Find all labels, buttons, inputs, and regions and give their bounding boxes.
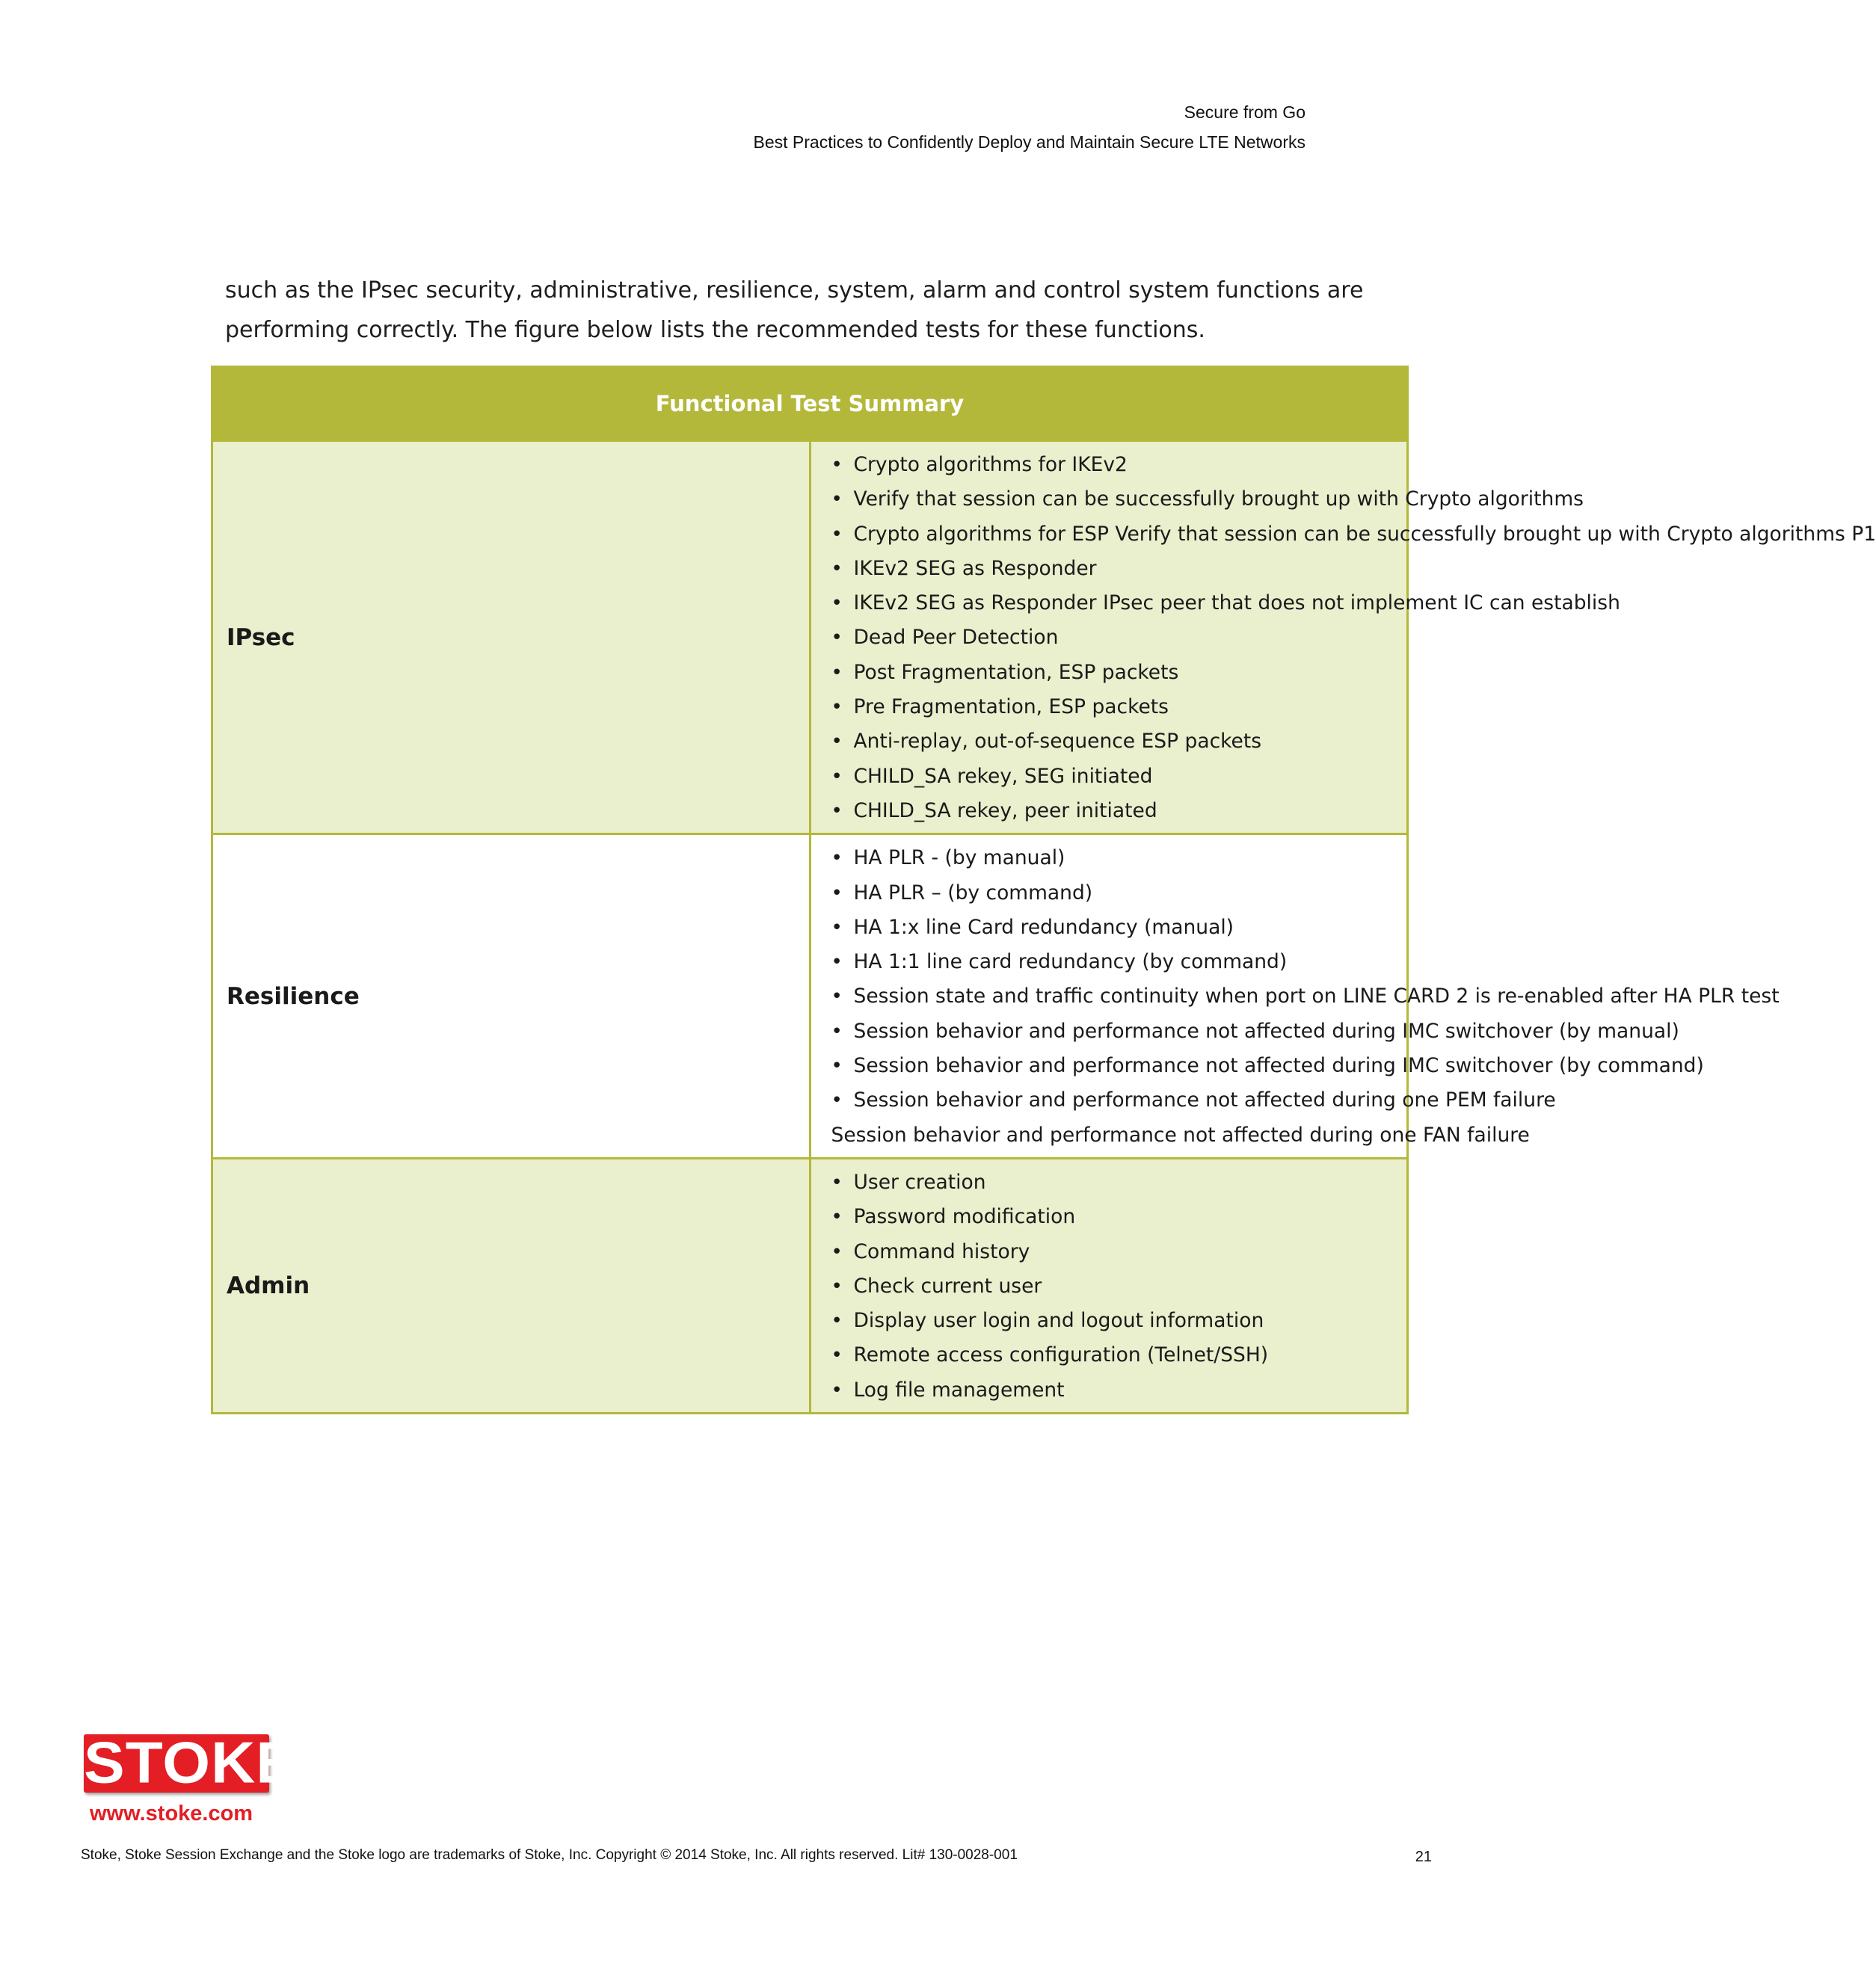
list-item (831, 724, 1392, 759)
items-cell-ipsec (810, 441, 1876, 834)
list-item-text: HA PLR – (by command) (853, 881, 1093, 905)
test-list (831, 841, 1780, 1118)
bullet-icon: • (831, 730, 843, 754)
list-item (831, 448, 1392, 482)
list-item (831, 794, 1392, 828)
list-item-text: HA 1:1 line card redundancy (by command) (853, 950, 1288, 974)
header-title: Secure from Go (1184, 102, 1305, 122)
bullet-icon: • (831, 1020, 843, 1043)
footer-text: Stoke, Stoke Session Exchange and the Stoke logo are trademarks of Stoke, Inc. Copyright © 2014 Stoke, Inc. All rights reserved. Lit# 130-0028-001 (81, 1847, 1018, 1863)
list-item (831, 1049, 1704, 1083)
category-ipsec: IPsec (212, 441, 811, 834)
bullet-icon: • (831, 951, 843, 974)
list-item-text: Verify that session can be successfully brought up with Crypto algorithms (853, 487, 1584, 511)
list-item-text: Check current user (853, 1274, 1042, 1298)
intro-paragraph: such as the IPsec security, administrative, resilience, system, alarm and control system functions are performing correctly. The figure below lists the recommended tests for these functions. (225, 277, 1364, 343)
test-list (831, 448, 1876, 828)
items-cell-resilience (810, 834, 1780, 1159)
list-item (831, 979, 1780, 1014)
bullet-icon: • (831, 557, 843, 580)
list-item (831, 517, 1876, 552)
table-title: Functional Test Summary (212, 367, 1408, 441)
list-item (831, 552, 1392, 586)
list-item-trailing: Session behavior and performance not affected during one FAN failure (831, 1123, 1530, 1147)
list-item-text: CHILD_SA rekey, SEG initiated (853, 764, 1153, 788)
list-item (831, 945, 1392, 979)
bullet-icon: • (831, 523, 843, 546)
list-item (831, 1304, 1392, 1338)
list-item-text: Post Fragmentation, ESP packets (853, 660, 1179, 684)
bullet-icon: • (831, 1055, 843, 1078)
list-item (831, 1083, 1556, 1118)
bullet-icon: • (831, 626, 843, 650)
bullet-icon: • (831, 1240, 843, 1263)
list-item-text: Session behavior and performance not affected during IMC switchover (by manual) (853, 1019, 1679, 1043)
trailing-list (831, 1118, 1530, 1153)
category-admin: Admin (212, 1158, 811, 1413)
list-item-text: Password modification (853, 1205, 1076, 1229)
bullet-icon: • (831, 454, 843, 476)
list-item (831, 1165, 1392, 1200)
list-item (831, 760, 1392, 794)
list-item-text: Remote access configuration (Telnet/SSH) (853, 1343, 1269, 1367)
test-list (831, 1165, 1392, 1408)
items-cell-admin (810, 1158, 1408, 1413)
page-header (754, 97, 1305, 157)
bullet-icon: • (831, 1171, 843, 1194)
list-item-text: User creation (853, 1170, 986, 1194)
list-item-text: Dead Peer Detection (853, 626, 1059, 650)
bullet-icon: • (831, 881, 843, 905)
bullet-icon: • (831, 847, 843, 870)
table-row-resilience (212, 834, 1408, 1159)
table-row-admin (212, 1158, 1408, 1413)
bullet-icon: • (831, 1378, 843, 1402)
list-item (831, 876, 1392, 911)
list-item-text: Crypto algorithms for ESP Verify that session can be successfully brought up with Crypto algorithms P1 (853, 522, 1876, 546)
bullet-icon: • (831, 985, 843, 1008)
list-item (831, 656, 1392, 690)
list-item-text: Anti-replay, out-of-sequence ESP packets (853, 730, 1262, 754)
list-item-text: Command history (853, 1239, 1030, 1263)
bullet-icon: • (831, 1310, 843, 1333)
bullet-icon: • (831, 661, 843, 684)
bullet-icon: • (831, 488, 843, 511)
list-item-text: Session state and traffic continuity when port on LINE CARD 2 is re-enabled after HA PLR test (853, 985, 1780, 1008)
functional-test-table (211, 366, 1876, 1414)
bullet-icon: • (831, 1275, 843, 1298)
list-item-text: IKEv2 SEG as Responder IPsec peer that does not implement IC can establish (853, 591, 1620, 615)
website-link[interactable]: www.stoke.com (90, 1802, 253, 1826)
list-item-text: CHILD_SA rekey, peer initiated (853, 798, 1157, 822)
bullet-icon: • (831, 799, 843, 822)
list-item-text: Session behavior and performance not affected during IMC switchover (by command) (853, 1054, 1704, 1078)
list-item (831, 841, 1392, 875)
list-item (831, 586, 1620, 620)
bullet-icon: • (831, 765, 843, 788)
bullet-icon: • (831, 696, 843, 719)
list-item-text: Crypto algorithms for IKEv2 (853, 453, 1128, 476)
list-item (831, 690, 1392, 724)
bullet-icon: • (831, 1089, 843, 1112)
list-item (831, 1235, 1392, 1269)
list-item-text: Log file management (853, 1378, 1065, 1402)
bullet-icon: • (831, 916, 843, 939)
list-item-text: IKEv2 SEG as Responder (853, 556, 1097, 580)
list-item (831, 1269, 1392, 1304)
list-item (831, 620, 1392, 655)
table-row-ipsec (212, 441, 1408, 834)
list-item-text: Pre Fragmentation, ESP packets (853, 695, 1169, 719)
category-resilience: Resilience (212, 834, 811, 1159)
page-number: 21 (1415, 1849, 1432, 1865)
list-item (831, 1373, 1392, 1408)
bullet-icon: • (831, 592, 843, 615)
list-item (831, 482, 1584, 517)
list-item-text: HA 1:x line Card redundancy (manual) (853, 915, 1234, 939)
list-item (831, 1014, 1679, 1049)
list-item (831, 1338, 1392, 1372)
stoke-logo: STOKE (84, 1731, 298, 1796)
bullet-icon: • (831, 1344, 843, 1367)
bullet-icon: • (831, 1206, 843, 1229)
list-item-text: Session behavior and performance not affected during one PEM failure (853, 1088, 1556, 1112)
header-subtitle: Best Practices to Confidently Deploy and Maintain Secure LTE Networks (753, 132, 1305, 152)
list-item (831, 911, 1392, 945)
list-item-text: Display user login and logout information (853, 1309, 1264, 1333)
list-item-text: HA PLR - (by manual) (853, 846, 1065, 870)
list-item (831, 1200, 1392, 1234)
